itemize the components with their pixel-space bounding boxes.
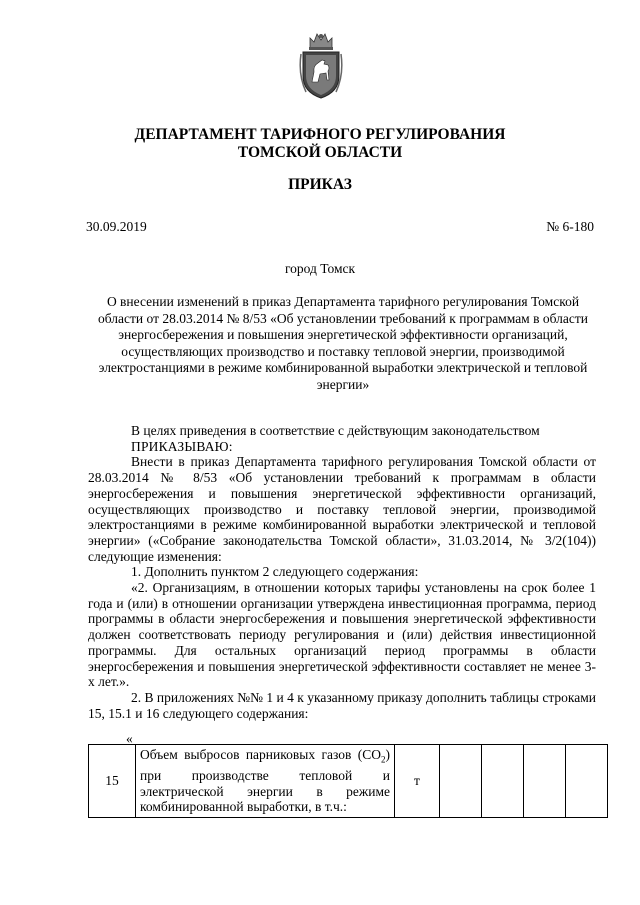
quote-open-mark: «	[126, 731, 133, 746]
body-paragraph-preamble: В целях приведения в соответствие с действующим законодательством	[131, 423, 540, 438]
document-body	[88, 423, 596, 721]
body-paragraph-item1-text: «2. Организациям, в отношении которых тарифы установлены на срок более 1 года и (или) в отношении организации утверждена инвестиционная программа, период программы в области энергосбережения и повышения энергетической эффективности должен соответствовать периоду регулирования и (или) действия инвестиционной программы. Для остальных организаций период программы в области энергосбережения и повышения энергетической эффективности составляет не менее 3-х лет.».	[88, 580, 596, 690]
table-cell-unit: т	[395, 745, 440, 818]
document-subject: О внесении изменений в приказ Департамента тарифного регулирования Томской области от 28.03.2014 № 8/53 «Об установлении требований к программам в области энергосбережения и повышения энергетической эффективности организаций, осуществляющих производство и поставку тепловой энергии, производимой электростанциями в режиме комбинированной выработки электрической и тепловой энергии»	[98, 294, 588, 392]
table-cell-empty	[566, 745, 608, 818]
table-row	[89, 745, 608, 818]
document-type-title: ПРИКАЗ	[288, 176, 352, 193]
table-cell-empty	[482, 745, 524, 818]
document-number: № 6-180	[546, 219, 594, 234]
table-cell-indicator: Объем выбросов парниковых газов $(CO_2)$ при производстве тепловой и электрической энергии в режиме комбинированной выработки, в т.ч.:	[136, 745, 395, 818]
table-cell-empty	[524, 745, 566, 818]
table-cell-empty	[440, 745, 482, 818]
body-paragraph-amend: Внести в приказ Департамента тарифного регулирования Томской области от 28.03.2014 № 8/53 «Об установлении требований к программам в области энергосбережения и повышения энергетической эффективности организаций, осуществляющих производство и поставку тепловой энергии, производимой электростанциями в режиме комбинированной выработки электрической и тепловой энергии» («Собрание законодательства Томской области», 31.03.2014, № 3/2(104)) следующие изменения:	[88, 454, 596, 564]
amendment-table	[88, 744, 608, 818]
body-paragraph-item2: 2. В приложениях №№ 1 и 4 к указанному приказу дополнить таблицы строками 15, 15.1 и 16 следующего содержания:	[88, 689, 596, 721]
department-name-line2: ТОМСКОЙ ОБЛАСТИ	[237, 144, 403, 161]
table-cell-number: 15	[89, 745, 136, 818]
document-date: 30.09.2019	[86, 219, 147, 234]
body-paragraph-item1: 1. Дополнить пунктом 2 следующего содержания:	[131, 564, 419, 580]
department-name-line1: ДЕПАРТАМЕНТ ТАРИФНОГО РЕГУЛИРОВАНИЯ	[134, 126, 506, 143]
tomsk-coat-of-arms-icon	[298, 30, 344, 100]
document-city: город Томск	[284, 261, 356, 276]
body-paragraph-order: ПРИКАЗЫВАЮ:	[131, 438, 233, 454]
